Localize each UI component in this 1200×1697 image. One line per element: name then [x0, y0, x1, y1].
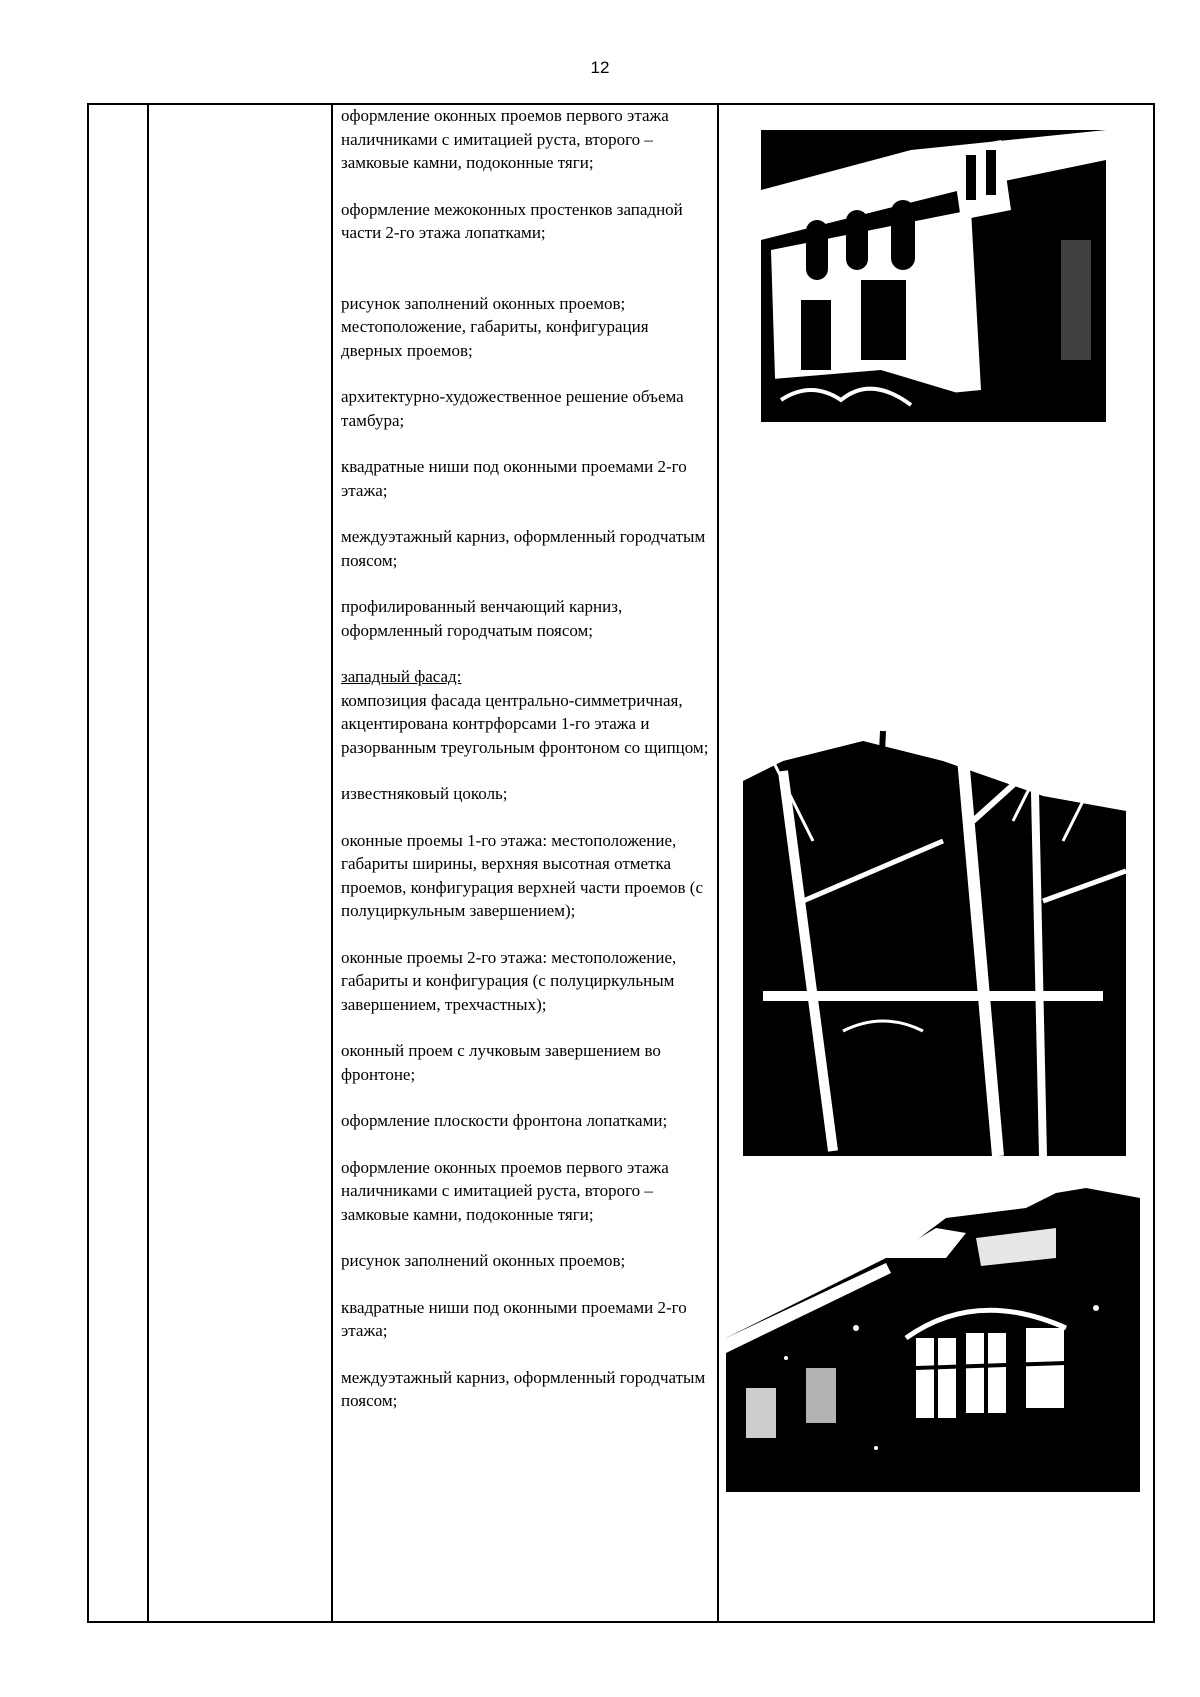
feature-item: оформление плоскости фронтона лопатками;	[341, 1111, 668, 1130]
feature-item: квадратные ниши под оконными проемами 2-го этажа;	[341, 1297, 687, 1340]
feature-item: оконные проемы 1-го этажа: местоположение, габариты ширины, верхняя высотная отметка проемов, конфигурация верхней части проемов (с полуциркульным завершением);	[341, 830, 703, 920]
table-column-divider	[717, 105, 719, 1621]
feature-item: оконный проем с лучковым завершением во фронтоне;	[341, 1041, 661, 1084]
table-column-divider	[331, 105, 333, 1621]
table-column-divider	[147, 105, 149, 1621]
building-photo-2	[743, 701, 1126, 1156]
feature-item: оформление межоконных простенков западной части 2-го этажа лопатками;	[341, 199, 683, 242]
building-photo-1	[761, 130, 1106, 422]
feature-item: архитектурно-художественное решение объема тамбура;	[341, 387, 684, 430]
feature-item: известняковый цоколь;	[341, 784, 508, 803]
features-text-column	[341, 104, 711, 1436]
feature-item: междуэтажный карниз, оформленный городчатым поясом;	[341, 1367, 706, 1410]
feature-item: квадратные ниши под оконными проемами 2-го этажа;	[341, 457, 687, 500]
feature-item: профилированный венчающий карниз, оформленный городчатым поясом;	[341, 597, 623, 640]
building-photo-3	[726, 1188, 1140, 1492]
feature-item: оформление оконных проемов первого этажа наличниками с имитацией руста, второго – замковые камни, подоконные тяги;	[341, 106, 669, 172]
feature-item: рисунок заполнений оконных проемов; местоположение, габариты, конфигурация дверных проемов;	[341, 293, 649, 360]
feature-item: междуэтажный карниз, оформленный городчатым поясом;	[341, 527, 706, 570]
page-number: 12	[590, 58, 610, 77]
west-facade-heading: западный фасад:	[341, 667, 462, 686]
feature-item: рисунок заполнений оконных проемов;	[341, 1251, 626, 1270]
feature-item: оформление оконных проемов первого этажа наличниками с имитацией руста, второго – замковые камни, подоконные тяги;	[341, 1157, 669, 1224]
feature-item: оконные проемы 2-го этажа: местоположение, габариты и конфигурация (с полуциркульным завершением, трехчастных);	[341, 947, 677, 1014]
feature-item: композиция фасада центрально-симметричная, акцентирована контрфорсами 1-го этажа и разорванным треугольным фронтоном со щипцом;	[341, 690, 709, 757]
